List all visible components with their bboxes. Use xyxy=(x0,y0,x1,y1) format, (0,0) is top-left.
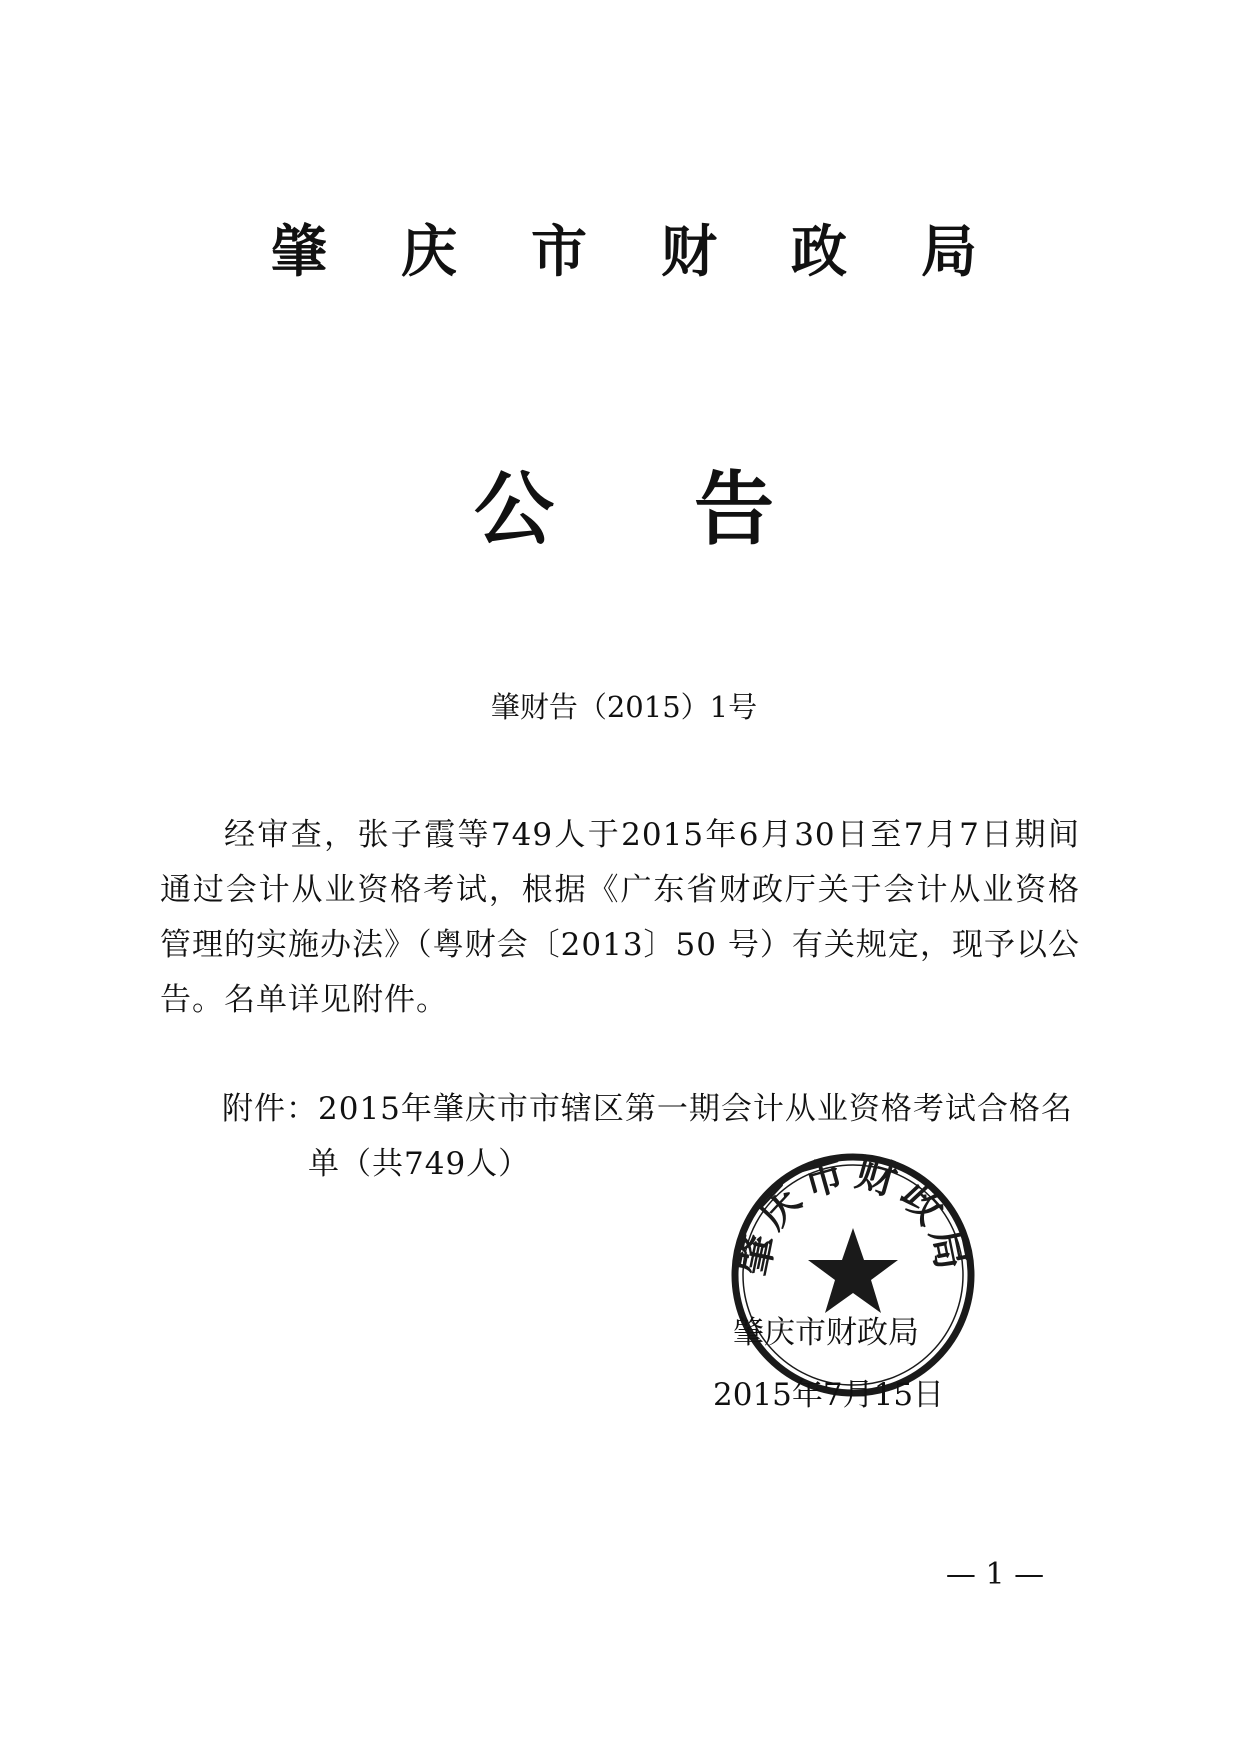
official-seal xyxy=(728,1150,978,1400)
star-icon xyxy=(808,1228,898,1313)
issue-date: 2015年7月15日 xyxy=(713,1377,945,1413)
announcement-paragraph: 经审查，张子霞等749人于2015年6月30日至7月7日期间通过会计从业资格考试，根据《广东省财政厅关于会计从业资格管理的实施办法》（粤财会〔2013〕50 号）有关规定，现予以公告。名单详见附件。 xyxy=(160,817,1080,1018)
attachment-title-line1: 2015年肇庆市市辖区第一期会计从业资格考试合格名 xyxy=(318,1091,1073,1127)
page-number: — 1 — xyxy=(945,1557,1045,1592)
signature-agency: 肇庆市财政局 xyxy=(733,1315,919,1351)
document-number: 肇财告（2015）1号 xyxy=(490,690,758,724)
attachment-title-line2: 单（共749人） xyxy=(308,1146,531,1182)
issuing-agency-title: 肇庆市财政局 xyxy=(271,220,1051,285)
attachment-label: 附件： xyxy=(222,1091,318,1127)
seal-arc-textpath: 肇庆市财政局 xyxy=(730,1150,976,1280)
document-type-title: 公告 xyxy=(474,463,914,556)
